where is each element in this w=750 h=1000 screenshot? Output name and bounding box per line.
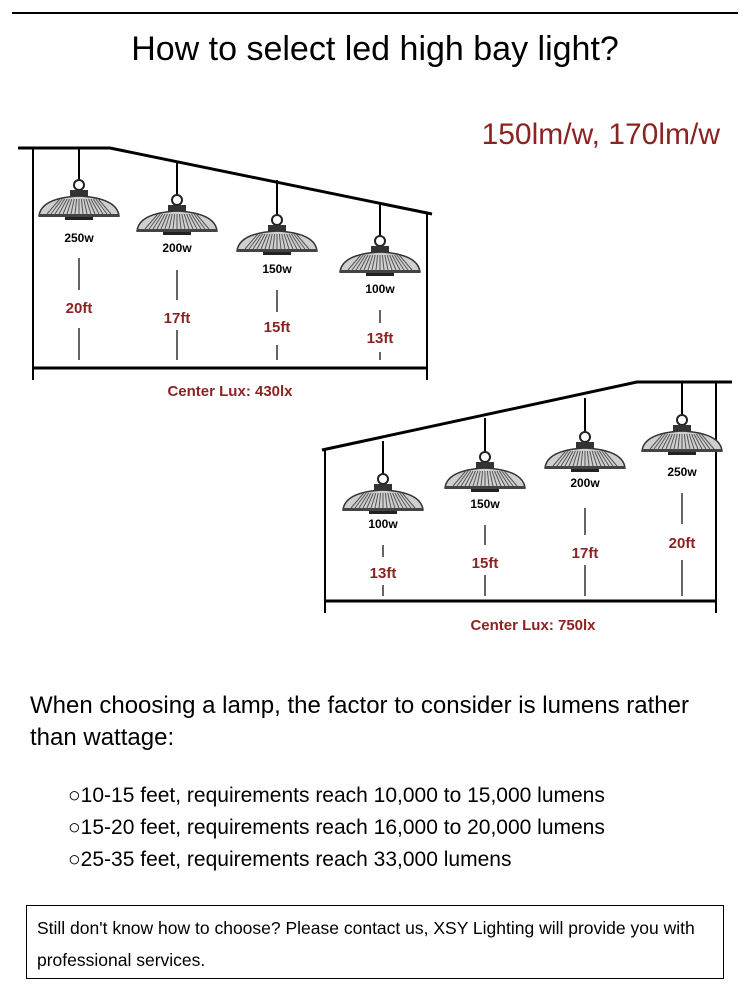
- efficacy-label: 150lm/w, 170lm/w: [481, 118, 720, 151]
- high-bay-lamp-icon: [545, 432, 625, 472]
- scene-2-lux-label: Center Lux: 750lx: [470, 617, 596, 634]
- mounting-height: 15ft: [471, 555, 499, 572]
- lamp-fixture: [545, 398, 625, 596]
- scene-1-lux-label: Center Lux: 430lx: [167, 383, 293, 400]
- lamp-wattage: 250w: [667, 465, 697, 479]
- lamp-wattage: 150w: [262, 262, 292, 276]
- lamp-wattage: 100w: [365, 282, 395, 296]
- scene-2: [322, 382, 732, 634]
- high-bay-lamp-icon: [642, 415, 722, 455]
- lamp-fixture: [642, 382, 722, 596]
- lamp-wattage: 150w: [470, 497, 500, 511]
- lamp-fixture: [237, 180, 317, 360]
- mounting-height: 20ft: [65, 300, 93, 317]
- high-bay-lamp-icon: [237, 215, 317, 255]
- high-bay-lamp-icon: [340, 236, 420, 276]
- lamp-fixture: [39, 148, 119, 360]
- high-bay-lamp-icon: [343, 474, 423, 514]
- high-bay-lamp-icon: [39, 180, 119, 220]
- high-bay-lamp-icon: [137, 195, 217, 235]
- lumens-heading: When choosing a lamp, the factor to consider is lumens rather than wattage:: [30, 692, 689, 751]
- mounting-height: 17ft: [163, 310, 191, 327]
- lamp-wattage: 200w: [162, 241, 192, 255]
- lamp-fixture: [445, 418, 525, 596]
- lamp-wattage: 100w: [368, 517, 398, 531]
- lamp-wattage: 250w: [64, 231, 94, 245]
- requirement-item: ○15-20 feet, requirements reach 16,000 to 20,000 lumens: [68, 816, 605, 839]
- scene-1: [18, 148, 432, 400]
- page-title: How to select led high bay light?: [131, 30, 619, 68]
- mounting-height: 13ft: [366, 330, 394, 347]
- lamp-fixture: [340, 203, 420, 360]
- mounting-height: 17ft: [571, 545, 599, 562]
- mounting-height: 20ft: [668, 535, 696, 552]
- requirement-item: ○10-15 feet, requirements reach 10,000 to 15,000 lumens: [68, 784, 605, 807]
- mounting-height: 13ft: [369, 565, 397, 582]
- mounting-height: 15ft: [263, 319, 291, 336]
- requirements-list: [68, 780, 605, 876]
- high-bay-lamp-icon: [445, 452, 525, 492]
- lamp-wattage: 200w: [570, 476, 600, 490]
- requirement-item: ○25-35 feet, requirements reach 33,000 lumens: [68, 848, 512, 871]
- lamp-fixture: [137, 161, 217, 360]
- lamp-fixture: [343, 441, 423, 596]
- contact-box: Still don't know how to choose? Please contact us, XSY Lighting will provide you with professional services.: [26, 905, 724, 979]
